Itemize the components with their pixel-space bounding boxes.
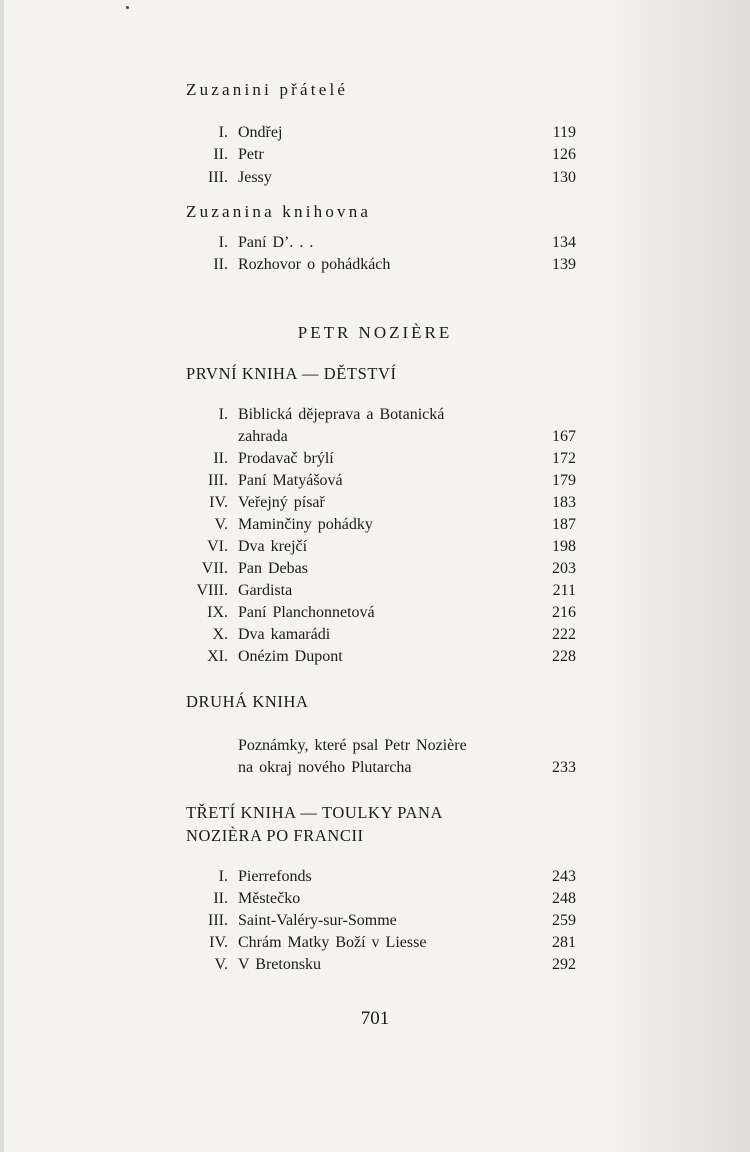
section-heading-friends: Zuzanini přátelé xyxy=(186,80,349,99)
toc-entry xyxy=(150,602,576,624)
entry-number: VIII. xyxy=(196,582,228,599)
book-heading-third-continued: NOZIÈRA PO FRANCII xyxy=(186,826,364,845)
toc-entry xyxy=(150,646,576,668)
entry-title: Paní Planchonnetová xyxy=(238,604,375,621)
entry-title: Saint-Valéry-sur-Somme xyxy=(238,912,397,929)
toc-entry xyxy=(150,514,576,536)
entry-number: IV. xyxy=(209,494,228,511)
entry-page: 211 xyxy=(552,582,576,599)
entry-number: VII. xyxy=(201,560,228,577)
entry-page: 172 xyxy=(552,450,576,467)
entry-number: XI. xyxy=(207,648,228,665)
entry-number: II. xyxy=(213,450,228,467)
entry-number: X. xyxy=(212,626,228,643)
entry-number: II. xyxy=(213,256,228,273)
entry-page: 179 xyxy=(552,472,576,489)
entry-title-continued: na okraj nového Plutarcha xyxy=(238,759,412,776)
toc-entry xyxy=(150,122,576,144)
entry-title: Paní D’. . . xyxy=(238,234,314,251)
toc-entry xyxy=(150,888,576,910)
entry-page: 222 xyxy=(552,626,576,643)
toc-entry xyxy=(150,910,576,932)
entry-page: 259 xyxy=(552,912,576,929)
entry-page: 119 xyxy=(552,124,576,141)
toc-entry xyxy=(150,167,576,189)
entry-page: 243 xyxy=(552,868,576,885)
entry-page: 233 xyxy=(552,759,576,776)
entry-title: Rozhovor o pohádkách xyxy=(238,256,391,273)
book-heading-first: PRVNÍ KNIHA — DĚTSTVÍ xyxy=(186,364,397,383)
entry-title: Biblická dějeprava a Botanická xyxy=(238,406,445,423)
entry-page: 187 xyxy=(552,516,576,533)
entry-page: 167 xyxy=(552,428,576,445)
entry-number: V. xyxy=(214,956,228,973)
book-heading-second: DRUHÁ KNIHA xyxy=(186,692,309,711)
entry-number: III. xyxy=(208,472,228,489)
entry-page: 216 xyxy=(552,604,576,621)
toc-entry xyxy=(150,492,576,514)
entry-title: Paní Matyášová xyxy=(238,472,343,489)
toc-entry xyxy=(150,232,576,254)
entry-page: 203 xyxy=(552,560,576,577)
entry-number: V. xyxy=(214,516,228,533)
entry-number: II. xyxy=(213,890,228,907)
entry-title: Gardista xyxy=(238,582,293,599)
entry-number: III. xyxy=(208,169,228,186)
entry-number: I. xyxy=(218,124,228,141)
entry-title-continued: zahrada xyxy=(238,428,288,445)
entry-number: I. xyxy=(218,406,228,423)
entry-title: Ondřej xyxy=(238,124,283,141)
entry-page: 248 xyxy=(552,890,576,907)
entry-title: Městečko xyxy=(238,890,301,907)
toc-entry xyxy=(150,580,576,602)
entry-number: I. xyxy=(218,868,228,885)
entry-title: V Bretonsku xyxy=(238,956,322,973)
entry-number: I. xyxy=(218,234,228,251)
entry-page: 126 xyxy=(552,146,576,163)
entry-title: Poznámky, které psal Petr Nozière xyxy=(238,737,467,754)
page-edge-shadow xyxy=(600,0,750,1152)
toc-entry xyxy=(150,954,576,976)
toc-entry xyxy=(150,624,576,646)
entry-title: Onézim Dupont xyxy=(238,648,343,665)
toc-entry-block xyxy=(238,735,576,779)
entry-title: Prodavač brýlí xyxy=(238,450,334,467)
page-spine-edge xyxy=(0,0,4,1152)
part-title: PETR NOZIÈRE xyxy=(297,323,453,342)
entry-number: IV. xyxy=(209,934,228,951)
entry-number: III. xyxy=(208,912,228,929)
entry-title: Dva krejčí xyxy=(238,538,308,555)
toc-entry xyxy=(150,866,576,888)
entry-page: 292 xyxy=(552,956,576,973)
toc-entry xyxy=(150,558,576,580)
toc-entry xyxy=(150,470,576,492)
toc-entry-continued xyxy=(150,426,576,448)
entry-number: II. xyxy=(213,146,228,163)
entry-page: 281 xyxy=(552,934,576,951)
toc-entry xyxy=(150,448,576,470)
book-heading-third: TŘETÍ KNIHA — TOULKY PANA xyxy=(186,803,444,822)
toc-entry xyxy=(150,932,576,954)
entry-page: 198 xyxy=(552,538,576,555)
entry-title: Petr xyxy=(238,146,264,163)
section-heading-library: Zuzanina knihovna xyxy=(186,202,372,221)
toc-entry xyxy=(150,536,576,558)
entry-title: Pierrefonds xyxy=(238,868,312,885)
toc-entry xyxy=(150,254,576,276)
entry-page: 139 xyxy=(552,256,576,273)
page-number: 701 xyxy=(360,1008,390,1029)
entry-title: Dva kamarádi xyxy=(238,626,331,643)
toc-entry xyxy=(150,404,576,426)
entry-title: Veřejný písař xyxy=(238,494,325,511)
entry-page: 183 xyxy=(552,494,576,511)
entry-title: Chrám Matky Boží v Liesse xyxy=(238,934,427,951)
speck-mark xyxy=(126,6,129,9)
entry-title: Jessy xyxy=(238,169,272,186)
entry-number: VI. xyxy=(207,538,228,555)
entry-page: 228 xyxy=(552,648,576,665)
entry-title: Pan Debas xyxy=(238,560,308,577)
entry-title: Maminčiny pohádky xyxy=(238,516,373,533)
entry-number: IX. xyxy=(207,604,228,621)
entry-page: 130 xyxy=(552,169,576,186)
entry-page: 134 xyxy=(552,234,576,251)
toc-entry xyxy=(150,144,576,166)
